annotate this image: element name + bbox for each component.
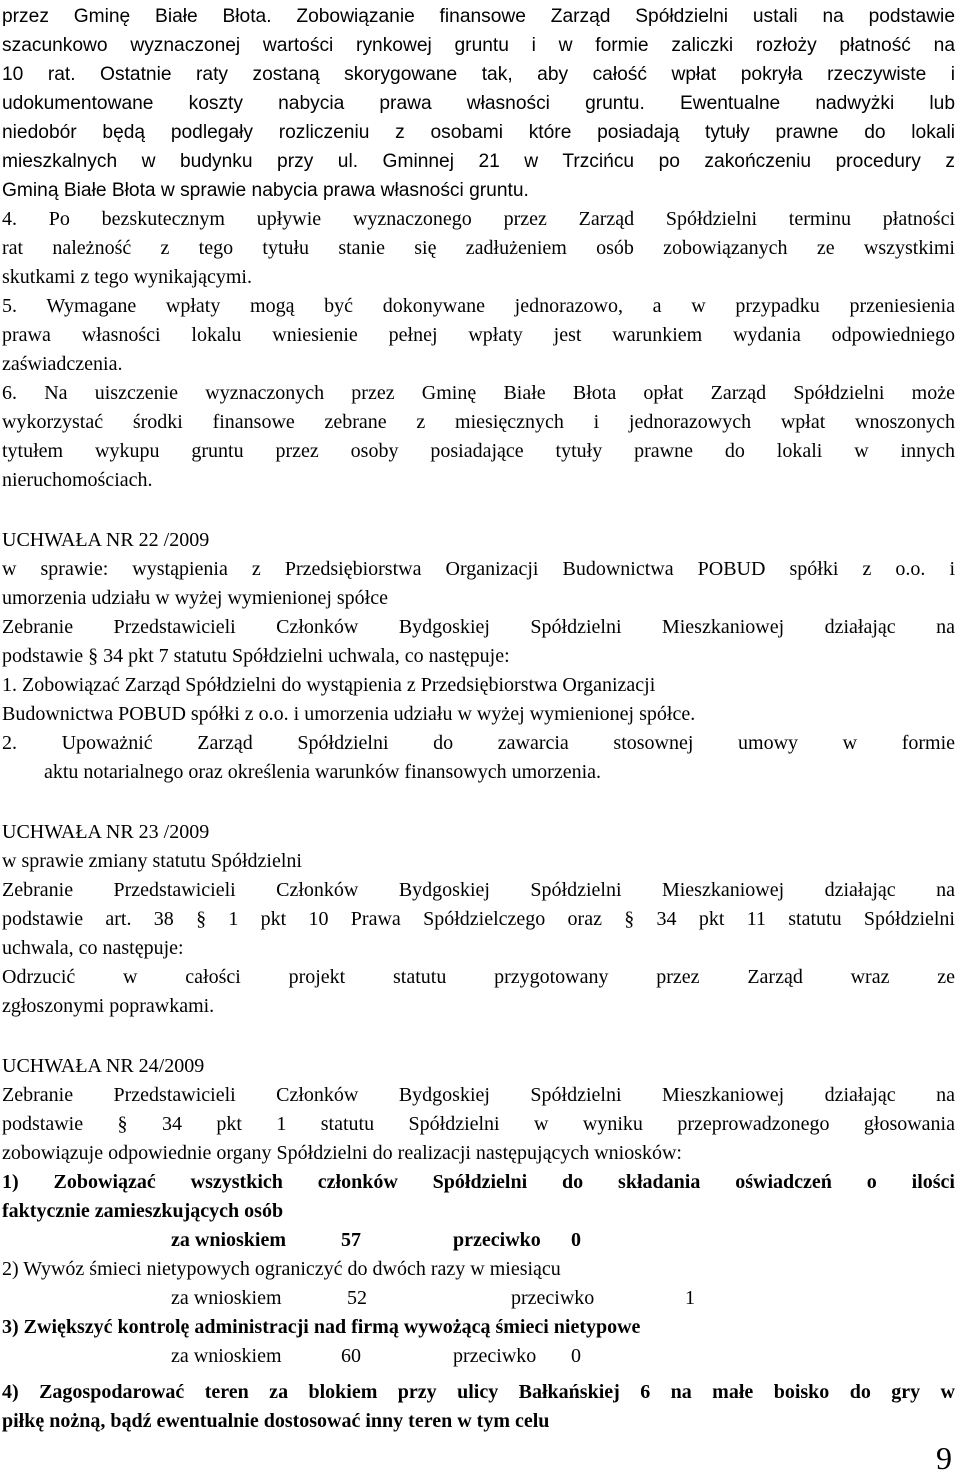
point-6-line: nieruchomościach.	[2, 469, 153, 491]
motion-1-against-count: 0	[571, 1229, 581, 1251]
resolution-22-line: 2. Upoważnić Zarząd Spółdzielni do zawarcia stosownej umowy w formie	[2, 732, 955, 754]
motion-4-line: 4) Zagospodarować teren za blokiem przy ulicy Bałkańskiej 6 na małe boisko do gry w	[2, 1381, 955, 1403]
resolution-22-line: umorzenia udziału w wyżej wymienionej spółce	[2, 587, 388, 609]
point-6-line: wykorzystać środki finansowe zebrane z miesięcznych i jednorazowych wpłat wnoszonych	[2, 411, 955, 433]
motion-3-for-count: 60	[341, 1345, 361, 1367]
motion-3-for-label: za wnioskiem	[171, 1345, 282, 1367]
motion-2-against-count: 1	[685, 1287, 695, 1309]
paragraph-line: mieszkalnych w budynku przy ul. Gminnej 21 w Trzcińcu po zakończeniu procedury z	[2, 151, 955, 172]
resolution-22-line: w sprawie: wystąpienia z Przedsiębiorstwa Organizacji Budownictwa POBUD spółki z o.o. i	[2, 558, 955, 580]
resolution-23-line: w sprawie zmiany statutu Spółdzielni	[2, 850, 302, 872]
resolution-22-line: Budownictwa POBUD spółki z o.o. i umorzenia udziału w wyżej wymienionej spółce.	[2, 703, 696, 725]
resolution-24-line: podstawie § 34 pkt 1 statutu Spółdzielni w wyniku przeprowadzonego głosowania	[2, 1113, 955, 1135]
page-number: 9	[936, 1440, 952, 1476]
motion-1-for-count: 57	[341, 1229, 361, 1251]
point-6-line: 6. Na uiszczenie wyznaczonych przez Gminę Białe Błota opłat Zarząd Spółdzielni może	[2, 382, 955, 404]
motion-3-line: 3) Zwiększyć kontrolę administracji nad firmą wywożącą śmieci nietypowe	[2, 1316, 641, 1338]
point-5-line: 5. Wymagane wpłaty mogą być dokonywane jednorazowo, a w przypadku przeniesienia	[2, 295, 955, 317]
motion-1-line: 1) Zobowiązać wszystkich członków Spółdzielni do składania oświadczeń o ilości	[2, 1171, 955, 1193]
resolution-22-line: aktu notarialnego oraz określenia warunków finansowych umorzenia.	[44, 761, 602, 783]
resolution-23-line: uchwala, co następuje:	[2, 937, 184, 959]
resolution-23-line: podstawie art. 38 § 1 pkt 10 Prawa Spółdzielczego oraz § 34 pkt 11 statutu Spółdzielni	[2, 908, 955, 930]
paragraph-line: Gminą Białe Błota w sprawie nabycia prawa własności gruntu.	[2, 180, 529, 201]
resolution-24-line: Zebranie Przedstawicieli Członków Bydgoskiej Spółdzielni Mieszkaniowej działając na	[2, 1084, 955, 1106]
resolution-23-line: Odrzucić w całości projekt statutu przygotowany przez Zarząd wraz ze	[2, 966, 955, 988]
paragraph-line: 10 rat. Ostatnie raty zostaną skorygowane tak, aby całość wpłat pokryła rzeczywiste i	[2, 64, 955, 85]
point-5-line: prawa własności lokalu wniesienie pełnej wpłaty jest warunkiem wydania odpowiedniego	[2, 324, 955, 346]
resolution-22-heading: UCHWAŁA NR 22 /2009	[2, 529, 210, 551]
motion-4-line: piłkę nożną, bądź ewentualnie dostosować inny teren w tym celu	[2, 1410, 550, 1432]
resolution-23-line: Zebranie Przedstawicieli Członków Bydgoskiej Spółdzielni Mieszkaniowej działając na	[2, 879, 955, 901]
paragraph-line: udokumentowane koszty nabycia prawa własności gruntu. Ewentualne nadwyżki lub	[2, 93, 955, 114]
resolution-24-heading: UCHWAŁA NR 24/2009	[2, 1055, 205, 1077]
paragraph-line: przez Gminę Białe Błota. Zobowiązanie finansowe Zarząd Spółdzielni ustali na podstawie	[2, 6, 955, 27]
point-4-line: 4. Po bezskutecznym upływie wyznaczonego przez Zarząd Spółdzielni terminu płatności	[2, 208, 955, 230]
point-4-line: rat należność z tego tytułu stanie się zadłużeniem osób zobowiązanych ze wszystkimi	[2, 237, 955, 259]
resolution-22-line: 1. Zobowiązać Zarząd Spółdzielni do wystąpienia z Przedsiębiorstwa Organizacji	[2, 674, 656, 696]
point-4-line: skutkami z tego wynikającymi.	[2, 266, 252, 288]
motion-3-against-label: przeciwko	[453, 1345, 537, 1367]
paragraph-line: niedobór będą podlegały rozliczeniu z osobami które posiadają tytuły prawne do lokali	[2, 122, 955, 143]
resolution-22-line: podstawie § 34 pkt 7 statutu Spółdzielni uchwala, co następuje:	[2, 645, 510, 667]
resolution-24-line: zobowiązuje odpowiednie organy Spółdzielni do realizacji następujących wniosków:	[2, 1142, 682, 1164]
point-6-line: tytułem wykupu gruntu przez osoby posiadające tytuły prawne do lokali w innych	[2, 440, 955, 462]
resolution-23-heading: UCHWAŁA NR 23 /2009	[2, 821, 210, 843]
motion-1-against-label: przeciwko	[453, 1229, 541, 1251]
motion-2-against-label: przeciwko	[511, 1287, 595, 1309]
resolution-23-line: zgłoszonymi poprawkami.	[2, 995, 215, 1017]
point-5-line: zaświadczenia.	[2, 353, 123, 375]
motion-3-against-count: 0	[571, 1345, 581, 1367]
motion-1-for-label: za wnioskiem	[171, 1229, 286, 1251]
paragraph-line: szacunkowo wyznaczonej wartości rynkowej gruntu i w formie zaliczki rozłoży płatność na	[2, 35, 955, 56]
motion-2-for-count: 52	[347, 1287, 367, 1309]
motion-2-line: 2) Wywóz śmieci nietypowych ograniczyć do dwóch razy w miesiącu	[2, 1258, 561, 1280]
motion-1-line: faktycznie zamieszkujących osób	[2, 1200, 284, 1222]
resolution-22-line: Zebranie Przedstawicieli Członków Bydgoskiej Spółdzielni Mieszkaniowej działając na	[2, 616, 955, 638]
motion-2-for-label: za wnioskiem	[171, 1287, 282, 1309]
